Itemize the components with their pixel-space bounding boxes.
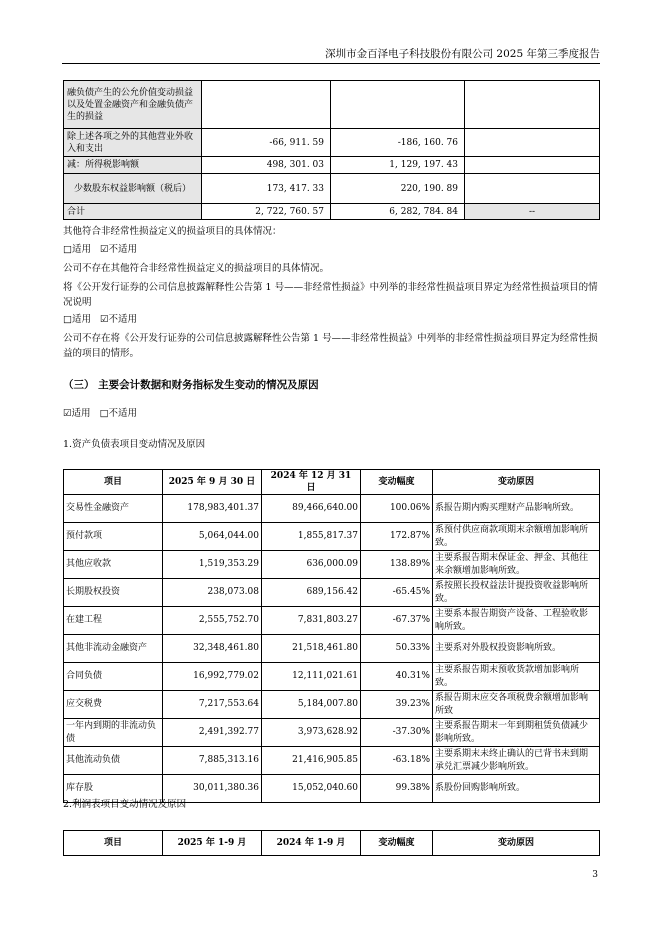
table-header-row (64, 831, 600, 856)
reason-cell: 主要系本报告期资产设备、工程验收影响所致。 (433, 607, 600, 635)
value-2024-cell: 3,973,628.92 (262, 719, 361, 747)
change-rate-cell: 100.06% (361, 495, 433, 523)
table-row (64, 579, 600, 607)
change-rate-cell: 50.33% (361, 635, 433, 663)
paragraph: 其他符合非经常性损益定义的损益项目的具体情况： (63, 226, 282, 237)
column-header: 变动原因 (433, 470, 600, 495)
row-label: 少数股东权益影响额（税后） (64, 174, 202, 204)
reason-cell: 主要系期末未终止确认的已背书未到期承兑汇票减少影响所致。 (433, 747, 600, 775)
change-rate-cell: -63.18% (361, 747, 433, 775)
table-row (64, 157, 600, 174)
value-cell: 173, 417. 33 (202, 174, 331, 204)
table-row (64, 174, 600, 204)
item-cell: 其他流动负债 (64, 747, 163, 775)
reason-cell: 主要系报告期末一年到期租赁负债减少影响所致。 (433, 719, 600, 747)
value-cell (465, 157, 600, 174)
table-row (64, 635, 600, 663)
table-row (64, 663, 600, 691)
income-statement-changes-table (63, 830, 600, 856)
change-rate-cell: -37.30% (361, 719, 433, 747)
reason-cell: 主要系对外股权投资影响所致。 (433, 635, 600, 663)
reason-cell: 系股份回购影响所致。 (433, 775, 600, 803)
reason-cell: 主要系报告期末预收货款增加影响所致。 (433, 663, 600, 691)
row-label: 合计 (64, 204, 202, 220)
item-cell: 预付款项 (64, 523, 163, 551)
page-number: 3 (592, 870, 598, 880)
value-cell (465, 81, 600, 129)
column-header: 变动原因 (433, 831, 600, 856)
item-cell: 在建工程 (64, 607, 163, 635)
checkbox-applicable: ☑适用 (63, 408, 91, 419)
value-2025-cell: 30,011,380.36 (163, 775, 262, 803)
column-header: 变动幅度 (361, 831, 433, 856)
value-2024-cell: 15,052,040.60 (262, 775, 361, 803)
value-2025-cell: 7,885,313.16 (163, 747, 262, 775)
applicability-checkbox-row (63, 406, 599, 421)
value-cell: -66, 911. 59 (202, 129, 331, 157)
table-header-row (64, 470, 600, 495)
item-cell: 应交税费 (64, 691, 163, 719)
value-2024-cell: 5,184,007.80 (262, 691, 361, 719)
value-cell (331, 81, 465, 129)
table-row (64, 81, 600, 129)
value-2025-cell: 5,064,044.00 (163, 523, 262, 551)
value-cell: 2, 722, 760. 57 (202, 204, 331, 220)
reason-cell: 系预付供应商款项期末余额增加影响所致。 (433, 523, 600, 551)
checkbox-not-applicable: ☑不适用 (100, 314, 138, 325)
table-row-total (64, 204, 600, 220)
value-2024-cell: 21,416,905.85 (262, 747, 361, 775)
value-cell: 1, 129, 197. 43 (331, 157, 465, 174)
change-rate-cell: 99.38% (361, 775, 433, 803)
table-row (64, 495, 600, 523)
value-cell (465, 174, 600, 204)
paragraph: 公司不存在将《公开发行证券的公司信息披露解释性公告第 1 号——非经常性损益》中列举的非经常性损益项目界定为经常性损益的项目的情形。 (63, 333, 598, 359)
value-2025-cell: 2,555,752.70 (163, 607, 262, 635)
item-cell: 交易性金融资产 (64, 495, 163, 523)
section-heading: （三） 主要会计数据和财务指标发生变动的情况及原因 (63, 379, 319, 391)
column-header: 项目 (64, 470, 163, 495)
item-cell: 长期股权投资 (64, 579, 163, 607)
applicability-checkbox-row (63, 312, 599, 327)
value-cell: -186, 160. 76 (331, 129, 465, 157)
table-row (64, 551, 600, 579)
value-2025-cell: 178,983,401.37 (163, 495, 262, 523)
applicability-checkbox-row (63, 242, 599, 257)
report-header: 深圳市金百泽电子科技股份有限公司 2025 年第三季度报告 (325, 48, 600, 60)
column-header: 2024 年 1-9 月 (262, 831, 361, 856)
item-cell: 库存股 (64, 775, 163, 803)
column-header: 变动幅度 (361, 470, 433, 495)
change-rate-cell: 138.89% (361, 551, 433, 579)
value-2025-cell: 1,519,353.29 (163, 551, 262, 579)
item-cell: 其他应收款 (64, 551, 163, 579)
value-2024-cell: 1,855,817.37 (262, 523, 361, 551)
value-2024-cell: 21,518,461.80 (262, 635, 361, 663)
change-rate-cell: 40.31% (361, 663, 433, 691)
checkbox-applicable: □适用 (63, 244, 91, 255)
row-label: 减：所得税影响额 (64, 157, 202, 174)
table-row (64, 129, 600, 157)
table-row (64, 719, 600, 747)
reason-cell: 系报告期末应交各项税费余额增加影响所致 (433, 691, 600, 719)
column-header: 2024 年 12 月 31 日 (262, 470, 361, 495)
value-2024-cell: 7,831,803.27 (262, 607, 361, 635)
value-2025-cell: 7,217,553.64 (163, 691, 262, 719)
value-2025-cell: 2,491,392.77 (163, 719, 262, 747)
value-cell (202, 81, 331, 129)
row-label: 融负债产生的公允价值变动损益以及处置金融资产和金融负债产生的损益 (64, 81, 202, 129)
value-cell: 220, 190. 89 (331, 174, 465, 204)
non-recurring-items-table (63, 80, 600, 220)
column-header: 项目 (64, 831, 163, 856)
table-row (64, 523, 600, 551)
value-2024-cell: 636,000.09 (262, 551, 361, 579)
value-2024-cell: 89,466,640.00 (262, 495, 361, 523)
value-2025-cell: 238,073.08 (163, 579, 262, 607)
value-2024-cell: 12,111,021.61 (262, 663, 361, 691)
reason-cell: 系按照长投权益法计提投资收益影响所致。 (433, 579, 600, 607)
reason-cell: 主要系报告期末保证金、押金、其他往来余额增加影响所致。 (433, 551, 600, 579)
item-cell: 合同负债 (64, 663, 163, 691)
column-header: 2025 年 1-9 月 (163, 831, 262, 856)
value-cell: 498, 301. 03 (202, 157, 331, 174)
row-label: 除上述各项之外的其他营业外收入和支出 (64, 129, 202, 157)
balance-sheet-changes-table (63, 469, 600, 803)
checkbox-not-applicable: □不适用 (99, 408, 138, 419)
header-divider (62, 63, 600, 64)
column-header: 2025 年 9 月 30 日 (163, 470, 262, 495)
change-rate-cell: 172.87% (361, 523, 433, 551)
checkbox-applicable: □适用 (63, 314, 91, 325)
value-cell: -- (465, 204, 600, 220)
item-cell: 一年内到期的非流动负债 (64, 719, 163, 747)
value-2025-cell: 16,992,779.02 (163, 663, 262, 691)
table-row (64, 691, 600, 719)
table-row (64, 607, 600, 635)
paragraph: 将《公开发行证券的公司信息披露解释性公告第 1 号——非经常性损益》中列举的非经常性损益项目界定为经常性损益项目的情况说明 (63, 282, 598, 308)
value-cell (465, 129, 600, 157)
value-2025-cell: 32,348,461.80 (163, 635, 262, 663)
change-rate-cell: 39.23% (361, 691, 433, 719)
paragraph: 公司不存在其他符合非经常性损益定义的损益项目的具体情况。 (63, 263, 330, 274)
subheading: 2.利润表项目变动情况及原因 (63, 799, 187, 810)
value-cell: 6, 282, 784. 84 (331, 204, 465, 220)
reason-cell: 系报告期内购买理财产品影响所致。 (433, 495, 600, 523)
subheading: 1.资产负债表项目变动情况及原因 (63, 439, 206, 450)
change-rate-cell: -67.37% (361, 607, 433, 635)
change-rate-cell: -65.45% (361, 579, 433, 607)
item-cell: 其他非流动金融资产 (64, 635, 163, 663)
table-row (64, 747, 600, 775)
value-2024-cell: 689,156.42 (262, 579, 361, 607)
checkbox-not-applicable: ☑不适用 (100, 244, 138, 255)
